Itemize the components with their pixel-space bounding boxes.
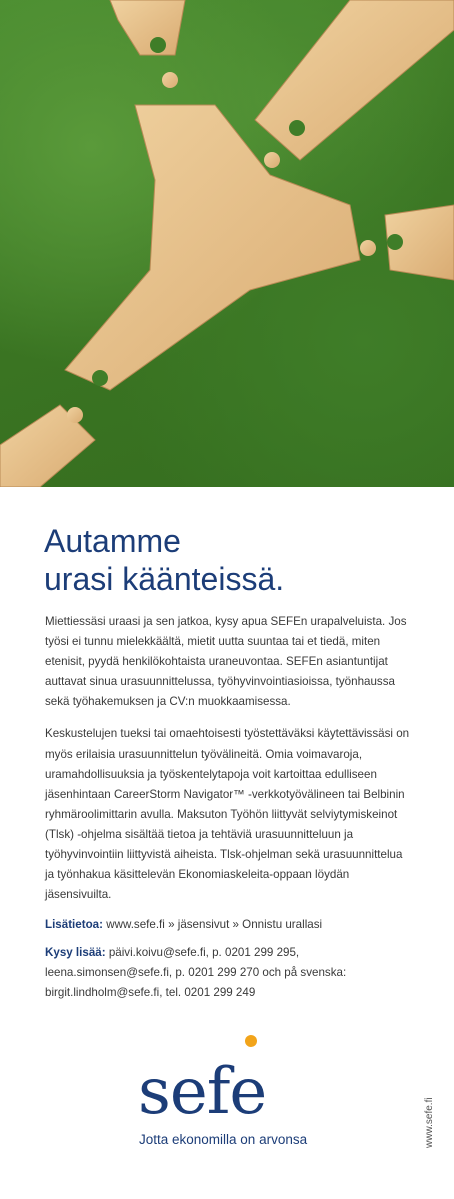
contact-text[interactable]: päivi.koivu@sefe.fi, p. 0201 299 295, leena.simonsen@sefe.fi, p. 0201 299 270 och på svenska: birgit.lindholm@sefe.fi, tel. 0201 299 249: [45, 946, 347, 1000]
headline: [44, 522, 424, 598]
body-text: [45, 612, 410, 917]
headline-line-2: urasi käänteissä.: [44, 561, 285, 597]
contact-label: Kysy lisää:: [45, 946, 106, 959]
side-url: www.sefe.fi: [424, 1097, 435, 1148]
headline-line-1: Autamme: [44, 523, 181, 559]
sefe-logo: sefe: [138, 1055, 267, 1129]
contact-info: [45, 943, 410, 1003]
paragraph-2: Keskustelujen tueksi tai omaehtoisesti työstettäväksi käytettävissäsi on myös erilaisia urasuunnittelun työvälineitä. Omia voimavaroja, uramahdollisuuksia ja työskentelytapoja voit kartoittaa edulliseen jäsenhintaan CareerStorm Navigator™ -verkkotyövälineen tai Belbinin ryhmäroolimittarin avulla. Maksuton Työhön liittyvät selviytymiskeinot (Tlsk) -ohjelma sisältää tietoa ja tehtäviä urasuunnitteluun ja työhyvinvointiin liittyvistä aiheista. Tlsk-ohjelman sekä urasuunnittelua ja työnhakua käsittelevän Ekonomiaskeleita-oppaan löydän jäsensivuilta.: [45, 727, 410, 902]
paragraph-1: Miettiessäsi uraasi ja sen jatkoa, kysy apua SEFEn urapalveluista. Jos työsi ei tunnu mielekkäältä, mietit uutta suuntaa tai et tiedä, miten etenisit, pyydä henkilökohtaista uraneuvontaa. SEFEn asiantuntijat auttavat sinua urasuunnittelussa, työhyvinvointiasioissa, työnhaussa sekä työhakemuksen ja CV:n muokkaamisessa.: [45, 615, 407, 709]
more-info-link[interactable]: www.sefe.fi » jäsensivut » Onnistu urallasi: [106, 918, 323, 931]
wooden-track-switch-illustration: [0, 0, 454, 487]
logo-dot-icon: [245, 1035, 257, 1047]
more-info-label: Lisätietoa:: [45, 918, 103, 931]
more-info-line: [45, 915, 410, 935]
hero-image: [0, 0, 454, 487]
logo-tagline: Jotta ekonomilla on arvonsa: [139, 1132, 308, 1147]
